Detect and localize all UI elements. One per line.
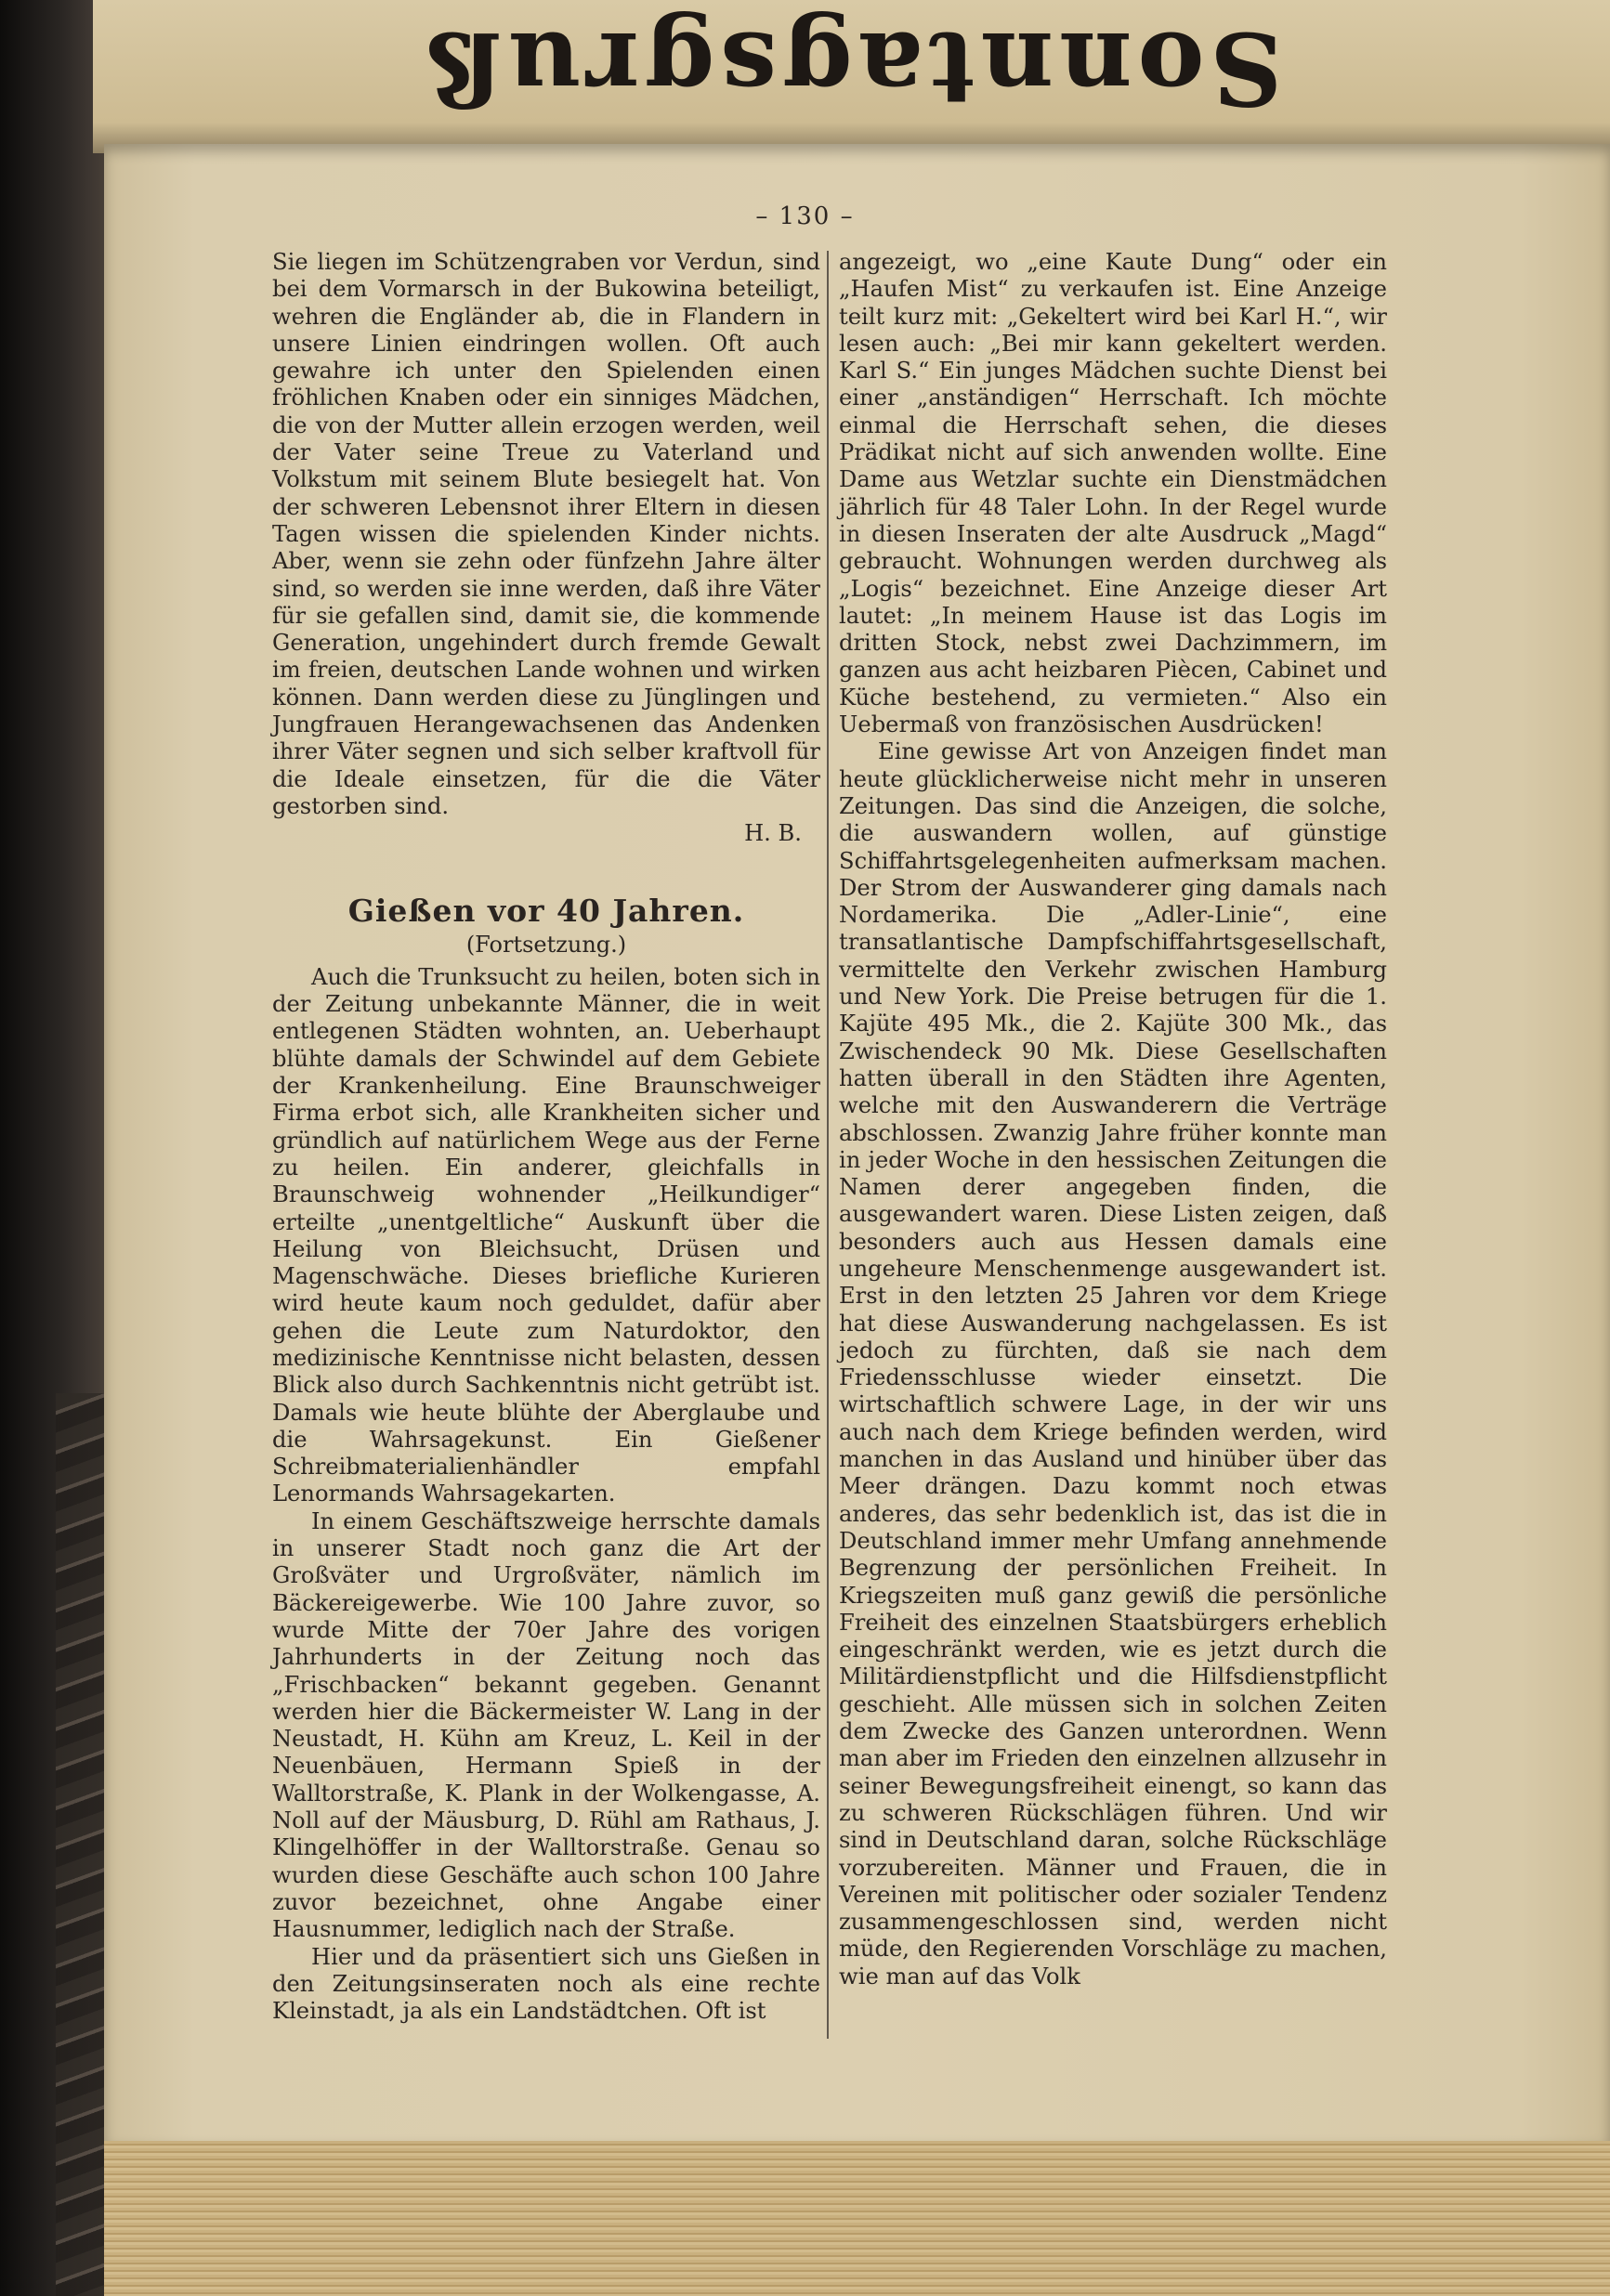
- column-divider: [827, 251, 829, 2039]
- left-column: [272, 249, 820, 2025]
- intro-paragraph: Sie liegen im Schützengraben vor Verdun, sind bei dem Vormarsch in der Bukowina beteiligt, wehren die Engländer ab, die in Flandern in unsere Linien eindringen wollen. Oft auch gewahre ich unter den Spielenden einen fröhlichen Knaben oder ein sinniges Mädchen, die von der Mutter allein erzogen werden, weil der Vater seine Treue zu Vaterland und Volkstum mit seinem Blute besiegelt hat. Von der schweren Lebensnot ihrer Eltern in diesen Tagen wissen die spielenden Kinder nichts. Aber, wenn sie zehn oder fünfzehn Jahre älter sind, so werden sie inne werden, daß ihre Väter für sie gefallen sind, damit sie, die kommende Generation, ungehindert durch fremde Gewalt im freien, deutschen Lande wohnen und wirken können. Dann werden diese zu Jünglingen und Jungfrauen Herangewachsenen das Andenken ihrer Väter segnen und sich selber kraftvoll für die Ideale einsetzen, für die die Väter gestorben sind.: [272, 249, 820, 819]
- right-paragraph-2: Eine gewisse Art von Anzeigen findet man heute glücklicherweise nicht mehr in unseren Zeitungen. Das sind die Anzeigen, die solche, die auswandern wollen, auf günstige Schiffahrtsgelegenheiten aufmerksam machen. Der Strom der Auswanderer ging damals nach Nordamerika. Die „Adler-Linie“, eine transatlantische Dampfschiffahrtsgesellschaft, vermittelte den Verkehr zwischen Hamburg und New York. Die Preise betrugen für die 1. Kajüte 495 Mk., die 2. Kajüte 300 Mk., das Zwischendeck 90 Mk. Diese Gesellschaften hatten überall in den Städten ihre Agenten, welche mit den Auswanderern die Verträge abschlossen. Zwanzig Jahre früher konnte man in jeder Woche in den hessischen Zeitungen die Namen derer angegeben finden, die ausgewandert waren. Diese Listen zeigen, daß besonders auch aus Hessen damals eine ungeheure Menschenmenge ausgewandert ist. Erst in den letzten 25 Jahren vor dem Kriege hat diese Auswanderung nachgelassen. Es ist jedoch zu fürchten, daß sie nach dem Friedensschlusse wieder einsetzt. Die wirtschaftlich schwere Lage, in der wir uns auch nach dem Kriege befinden werden, wird manchen in das Ausland und hinüber über das Meer drängen. Dazu kommt noch etwas anderes, das sehr bedenklich ist, das ist die in Deutschland immer mehr Umfang annehmende Begrenzung der persönlichen Freiheit. In Kriegszeiten muß ganz gewiß die persönliche Freiheit des einzelnen Staatsbürgers erheblich eingeschränkt werden, wie es jetzt durch die Militärdienstpflicht und die Hilfsdienstpflicht geschieht. Alle müssen sich in solchen Zeiten dem Zwecke des Ganzen unterordnen. Wenn man aber im Frieden den einzelnen allzusehr in seiner Bewegungsfreiheit einengt, so kann das zu schweren Rückschlägen führen. Und wir sind in Deutschland daran, solche Rückschläge vorzubereiten. Männer und Frauen, die in Vereinen mit politischer oder sozialer Tendenz zusammengeschlossen sind, werden nicht müde, den Regierenden Vorschläge zu machen, wie man auf das Volk: [839, 738, 1387, 1989]
- article-paragraph-1: Auch die Trunksucht zu heilen, boten sich in der Zeitung unbekannte Männer, die in weit entlegenen Städten wohnten, an. Ueberhaupt blühte damals der Schwindel auf dem Gebiete der Krankenheilung. Eine Braunschweiger Firma erbot sich, alle Krankheiten sicher und gründlich auf natürlichem Wege aus der Ferne zu heilen. Ein anderer, gleichfalls in Braunschweig wohnender „Heilkundiger“ erteilte „unentgeltliche“ Auskunft über die Heilung von Bleichsucht, Drüsen und Magenschwäche. Dieses briefliche Kurieren wird heute kaum noch geduldet, dafür aber gehen die Leute zum Naturdoktor, den medizinische Kenntnisse nicht belasten, dessen Blick also durch Sachkenntnis nicht getrübt ist. Damals wie heute blühte der Aberglaube und die Wahrsagekunst. Ein Gießener Schreibmaterialienhändler empfahl Lenormands Wahrsagekarten.: [272, 963, 820, 1507]
- article-paragraph-2: In einem Geschäftszweige herrschte damals in unserer Stadt noch ganz die Art der Großväter und Urgroßväter, nämlich im Bäckereigewerbe. Wie 100 Jahre zuvor, so wurde Mitte der 70er Jahre des vorigen Jahrhunderts in der Zeitung noch das „Frischbacken“ bekannt gegeben. Genannt werden hier die Bäckermeister W. Lang in der Neustadt, H. Kühn am Kreuz, L. Keil in der Neuenbäuen, Hermann Spieß in der Walltorstraße, K. Plank in der Wolkengasse, A. Noll auf der Mäusburg, D. Rühl am Rathaus, J. Klingelhöffer in der Walltorstraße. Genau so wurden diese Geschäfte auch schon 100 Jahre zuvor bezeichnet, ohne Angabe einer Hausnummer, lediglich nach der Straße.: [272, 1507, 820, 1943]
- article-paragraph-3: Hier und da präsentiert sich uns Gießen in den Zeitungsinseraten noch als eine rechte Kleinstadt, ja als ein Landstädtchen. Oft ist: [272, 1943, 820, 2025]
- right-paragraph-1: angezeigt, wo „eine Kaute Dung“ oder ein „Haufen Mist“ zu verkaufen ist. Eine Anzeige teilt kurz mit: „Gekeltert wird bei Karl H.“, wir lesen auch: „Bei mir kann gekeltert werden. Karl S.“ Ein junges Mädchen suchte Dienst bei einer „anständigen“ Herrschaft. Ich möchte einmal die Herrschaft sehen, die dieses Prädikat nicht auf sich anwenden wollte. Eine Dame aus Wetzlar suchte ein Dienstmädchen jährlich für 48 Taler Lohn. In der Regel wurde in diesen Inseraten der alte Ausdruck „Magd“ gebraucht. Wohnungen werden durchweg als „Logis“ bezeichnet. Eine Anzeige dieser Art lautet: „In meinem Hause ist das Logis im dritten Stock, nebst zwei Dachzimmern, im ganzen aus acht heizbaren Piècen, Cabinet und Küche bestehend, zu vermieten.“ Also ein Uebermaß von französischen Ausdrücken!: [839, 249, 1387, 738]
- page-stack-edge: [104, 2141, 1610, 2296]
- right-column: [839, 249, 1387, 1990]
- intro-signature: H. B.: [744, 820, 802, 847]
- mirrored-masthead-title: Sonntagsgruß: [420, 9, 1283, 126]
- page-number: – 130 –: [755, 202, 855, 230]
- previous-page-strip: [93, 0, 1610, 153]
- article-subtitle: (Fortsetzung.): [465, 931, 627, 958]
- article-title: Gießen vor 40 Jahren.: [347, 892, 745, 929]
- marbled-cover-edge: [56, 1393, 111, 2296]
